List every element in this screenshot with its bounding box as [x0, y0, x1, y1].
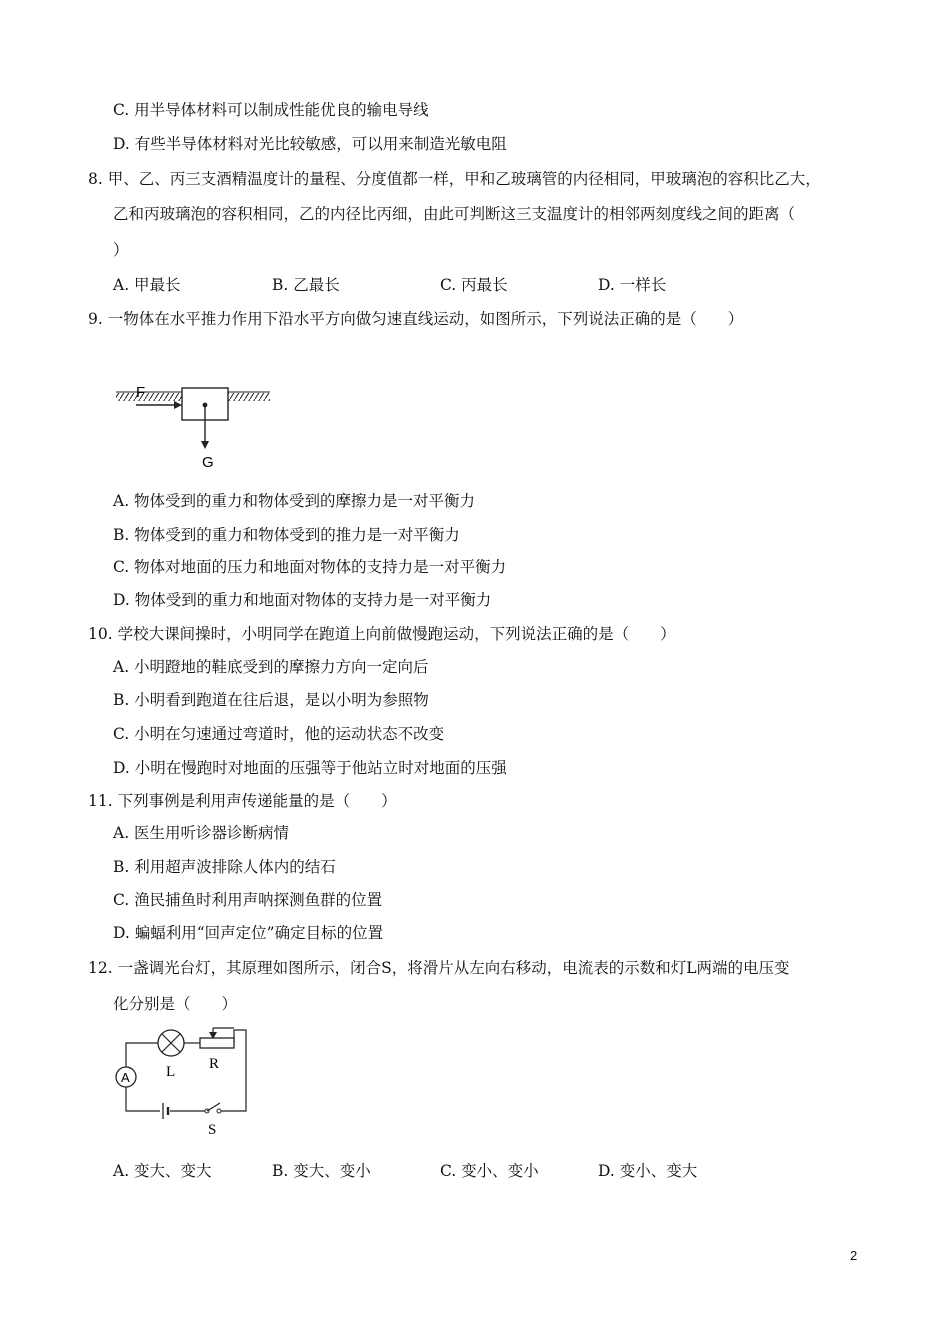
lamp-label: L [166, 1064, 176, 1080]
force-arrow-head [174, 401, 182, 409]
q9-option-d: D. 物体受到的重力和地面对物体的支持力是一对平衡力 [113, 591, 492, 609]
q12-circuit-diagram [108, 1020, 258, 1140]
q12-stem-line1: 12. 一盏调光台灯，其原理如图所示，闭合S，将滑片从左向右移动，电流表的示数和灯L两端的电压变 [88, 959, 790, 977]
q10-option-d: D. 小明在慢跑时对地面的压强等于他站立时对地面的压强 [113, 759, 507, 777]
q9-option-a: A. 物体受到的重力和物体受到的摩擦力是一对平衡力 [113, 492, 476, 510]
q10-option-c: C. 小明在匀速通过弯道时，他的运动状态不改变 [113, 725, 445, 743]
q12-option-d: D. 变小、变大 [598, 1162, 698, 1180]
q8-stem-line1: 8. 甲、乙、丙三支酒精温度计的量程、分度值都一样，甲和乙玻璃管的内径相同，甲玻璃泡的容积比乙大， [88, 170, 821, 188]
q9-force-diagram [110, 375, 280, 475]
q10-stem: 10. 学校大课间操时，小明同学在跑道上向前做慢跑运动，下列说法正确的是（ ） [88, 625, 676, 643]
gravity-label: G [202, 454, 214, 471]
rheostat-label: R [209, 1056, 220, 1072]
rheostat [200, 1038, 234, 1048]
q12-option-a: A. 变大、变大 [113, 1162, 212, 1180]
force-label: F [136, 384, 146, 401]
q12-option-c: C. 变小、变小 [440, 1162, 539, 1180]
switch-label: S [208, 1122, 217, 1138]
q11-option-d: D. 蝙蝠利用“回声定位”确定目标的位置 [113, 924, 384, 942]
q9-option-b: B. 物体受到的重力和物体受到的推力是一对平衡力 [113, 526, 460, 544]
q8-option-d: D. 一样长 [598, 276, 667, 294]
page-number: 2 [850, 1248, 858, 1263]
wire-left-top [126, 1043, 158, 1068]
gravity-arrow-head [201, 441, 209, 449]
q11-option-a: A. 医生用听诊器诊断病情 [113, 824, 290, 842]
q11-stem: 11. 下列事例是利用声传递能量的是（ ） [88, 792, 397, 810]
wire-left-bottom [126, 1086, 160, 1111]
q11-option-c: C. 渔民捕鱼时利用声呐探测鱼群的位置 [113, 891, 383, 909]
q8-option-c: C. 丙最长 [440, 276, 508, 294]
q7-option-d: D. 有些半导体材料对光比较敏感，可以用来制造光敏电阻 [113, 135, 507, 153]
q8-option-a: A. 甲最长 [113, 276, 181, 294]
q11-option-b: B. 利用超声波排除人体内的结石 [113, 858, 336, 876]
q9-option-c: C. 物体对地面的压力和地面对物体的支持力是一对平衡力 [113, 558, 507, 576]
q8-option-b: B. 乙最长 [272, 276, 340, 294]
ammeter-label: A [121, 1070, 130, 1085]
q9-stem: 9. 一物体在水平推力作用下沿水平方向做匀速直线运动，如图所示，下列说法正确的是（ ） [88, 310, 744, 328]
q7-option-c: C. 用半导体材料可以制成性能优良的输电导线 [113, 101, 429, 119]
q12-option-b: B. 变大、变小 [272, 1162, 371, 1180]
q12-stem-line2: 化分别是（ ） [113, 995, 238, 1013]
q10-option-a: A. 小明蹬地的鞋底受到的摩擦力方向一定向后 [113, 658, 429, 676]
switch-contact [217, 1109, 221, 1113]
q8-stem-line2: 乙和丙玻璃泡的容积相同，乙的内径比丙细，由此可判断这三支温度计的相邻两刻度线之间的距离（ [113, 205, 796, 223]
q10-option-b: B. 小明看到跑道在往后退，是以小明为参照物 [113, 691, 429, 709]
q8-stem-line3: ） [113, 241, 129, 259]
